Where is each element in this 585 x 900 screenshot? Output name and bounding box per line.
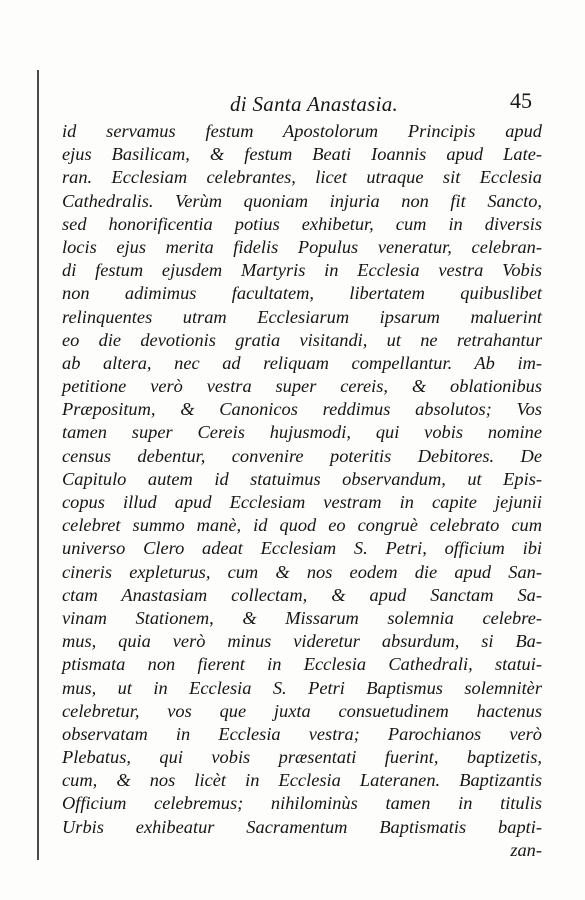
text-line: celebretur, vos que juxta consuetudinem hactenus [62, 700, 542, 721]
text-line: non adimimus facultatem, libertatem quibuslibet [62, 283, 542, 304]
text-line: census debentur, convenire poteritis Debitores. De [62, 445, 542, 466]
text-line: mus, quia verò minus videretur absurdum, si Ba- [62, 631, 542, 652]
text-line: ctam Anastasiam collectam, & apud Sanctam Sa- [62, 584, 542, 605]
text-line: observatam in Ecclesia vestra; Parochianos verò [62, 723, 542, 744]
text-line: ejus Basilicam, & festum Beati Ioannis apud Late- [62, 144, 542, 165]
text-line: celebret summo manè, id quod eo congruè celebrato cum [62, 515, 542, 536]
page-edge-rule [37, 70, 39, 860]
text-line: Cathedralis. Verùm quoniam injuria non fit Sancto, [62, 190, 542, 211]
text-line: copus illud apud Ecclesiam vestram in capite jejunii [62, 492, 542, 512]
text-line: sed honorificentia potius exhibetur, cum in diversis [62, 213, 542, 234]
text-line: eo die devotionis gratia visitandi, ut ne retrahantur [62, 329, 542, 350]
text-line: tamen super Cereis hujusmodi, qui vobis nomine [62, 422, 542, 443]
text-line: cineris expleturus, cum & nos eodem die apud San- [62, 561, 542, 582]
text-line: cum, & nos licèt in Ecclesia Lateranen. Baptizantis [62, 770, 542, 791]
text-line: ptismata non fierent in Ecclesia Cathedrali, statui- [62, 654, 542, 675]
text-line: ab altera, nec ad reliquam compellantur. Ab im- [62, 352, 542, 373]
text-line: petitione verò vestra super cereis, & oblationibus [62, 376, 542, 397]
text-line: Urbis exhibeatur Sacramentum Baptismatis bapti- [62, 816, 542, 837]
text-line: universo Clero adeat Ecclesiam S. Petri, officium ibi [62, 538, 542, 559]
text-line: Præpositum, & Canonicos reddimus absolutos; Vos [62, 399, 542, 420]
page-number: 45 [510, 88, 532, 113]
text-line: mus, ut in Ecclesia S. Petri Baptismus solemnitèr [62, 677, 542, 698]
text-line: Officium celebremus; nihilominùs tamen in titulis [62, 793, 542, 814]
text-line: locis ejus merita fidelis Populus veneratur, celebran- [62, 236, 542, 257]
catchword: zan- [510, 839, 542, 860]
text-line: Plebatus, qui vobis præsentati fuerint, baptizetis, [62, 747, 542, 768]
text-line: Capitulo autem id statuimus observandum, ut Epis- [62, 468, 542, 489]
running-title: di Santa Anastasia. [230, 92, 399, 116]
text-line: vinam Stationem, & Missarum solemnia celebre- [62, 607, 542, 628]
text-line: di festum ejusdem Martyris in Ecclesia vestra Vobis [62, 260, 542, 281]
body-text [62, 120, 542, 862]
text-line: ran. Ecclesiam celebrantes, licet utraque sit Ecclesia [62, 167, 542, 188]
text-line: relinquentes utram Ecclesiarum ipsarum maluerint [62, 306, 542, 327]
text-line: id servamus festum Apostolorum Principis apud [62, 121, 542, 141]
